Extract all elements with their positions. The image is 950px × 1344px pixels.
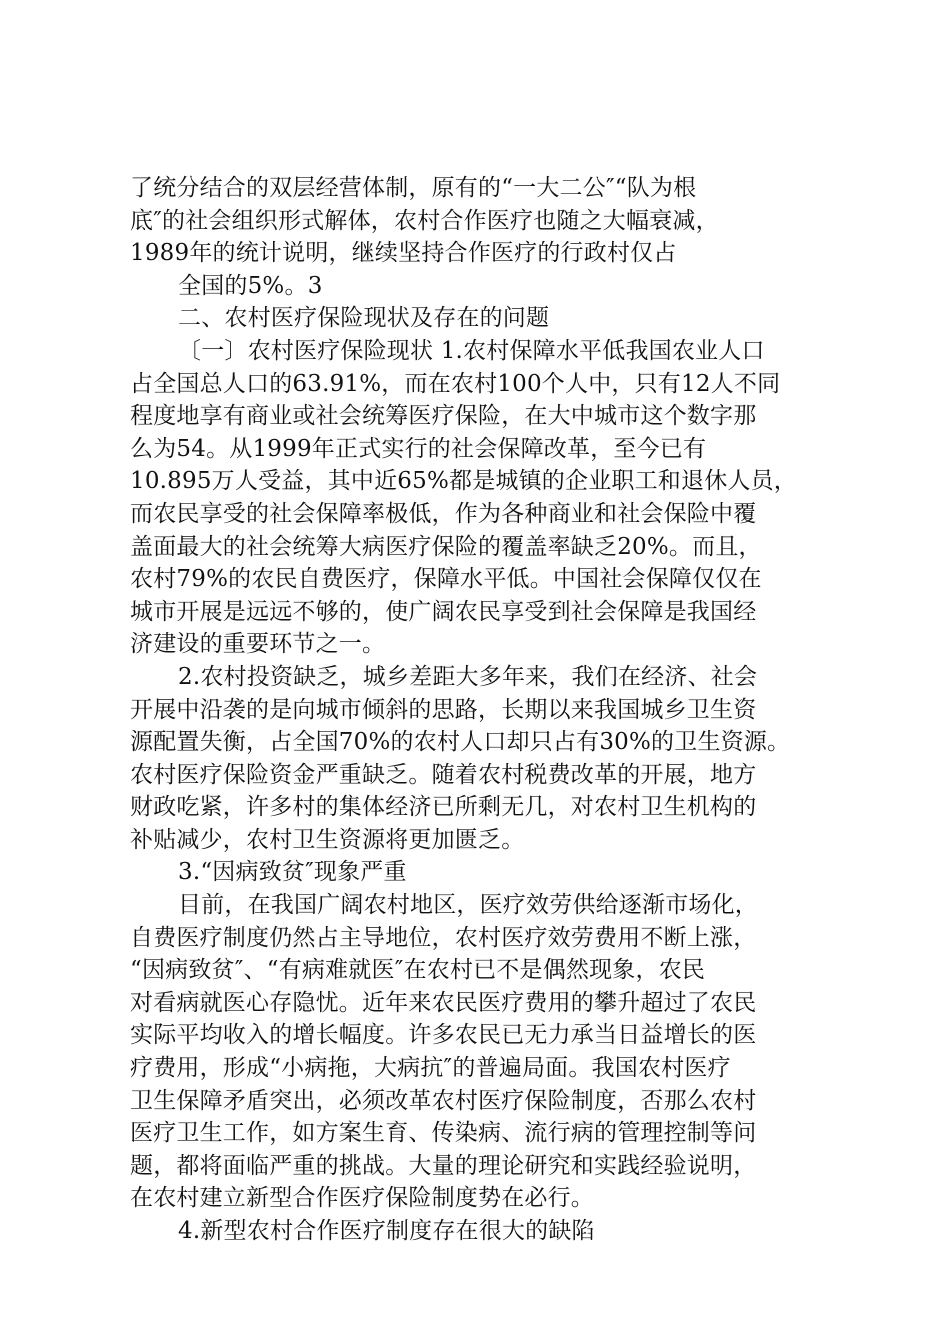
text-line: 疗费用，形成“小病拖，大病抗″的普遍局面。我国农村医疗 — [130, 1055, 731, 1082]
text-line: 〔一〕农村医疗保险现状 1.农村保障水平低我国农业人口 — [178, 337, 765, 364]
text-line: 2.农村投资缺乏，城乡差距大多年来，我们在经济、社会 — [178, 663, 758, 690]
text-line: 目前，在我国广阔农村地区，医疗效劳供给逐渐市场化， — [178, 892, 758, 919]
text-line: 程度地享有商业或社会统筹医疗保险，在大中城市这个数字那 — [130, 403, 757, 430]
text-line: 医疗卫生工作，如方案生育、传染病、流行病的管理控制等问 — [130, 1120, 757, 1147]
text-line: 全国的5%。3 — [178, 272, 323, 299]
text-line: 在农村建立新型合作医疗保险制度势在必行。 — [130, 1185, 594, 1212]
text-line: 占全国总人口的63.91%，而在农村100个人中，只有12人不同 — [130, 370, 781, 397]
text-line: 4.新型农村合作医疗制度存在很大的缺陷 — [178, 1218, 595, 1244]
text-line: 卫生保障矛盾突出，必须改革农村医疗保险制度，否那么农村 — [130, 1087, 757, 1114]
text-line: 农村医疗保险资金严重缺乏。随着农村税费改革的开展，地方 — [130, 761, 757, 788]
text-line: 题，都将面临严重的挑战。大量的理论研究和实践经验说明， — [130, 1152, 757, 1179]
text-line: 财政吃紧，许多村的集体经济已所剩无几，对农村卫生机构的 — [130, 794, 757, 821]
text-line: 开展中沿袭的是向城市倾斜的思路，长期以来我国城乡卫生资 — [130, 696, 757, 723]
text-line: 盖面最大的社会统筹大病医疗保险的覆盖率缺乏20%。而且， — [130, 533, 762, 560]
text-line: “因病致贫″、“有病难就医″在农村已不是偶然现象，农民 — [130, 957, 706, 984]
text-line: 1989年的统计说明，继续坚持合作医疗的行政村仅占 — [130, 240, 677, 267]
text-line: 二、农村医疗保险现状及存在的问题 — [178, 305, 550, 332]
text-line: 源配置失衡，占全国70%的农村人口却只占有30%的卫生资源。 — [130, 729, 791, 756]
text-line: 补贴减少，农村卫生资源将更加匮乏。 — [130, 826, 525, 853]
text-line: 么为54。从1999年正式实行的社会保障改革，至今已有 — [130, 435, 707, 462]
text-line: 了统分结合的双层经营体制，原有的“一大二公″“队为根 — [130, 175, 697, 201]
text-line: 济建设的重要环节之一。 — [130, 631, 386, 658]
body-text — [130, 172, 830, 1248]
text-line: 农村79%的农民自费医疗，保障水平低。中国社会保障仅仅在 — [130, 566, 762, 593]
text-line: 3.“因病致贫″现象严重 — [178, 859, 407, 886]
text-line: 实际平均收入的增长幅度。许多农民已无力承当日益增长的医 — [130, 1022, 757, 1049]
text-line: 对看病就医心存隐忧。近年来农民医疗费用的攀升超过了农民 — [130, 989, 757, 1016]
text-line: 城市开展是远远不够的，使广阔农民享受到社会保障是我国经 — [130, 598, 757, 625]
text-line: 10.895万人受益，其中近65%都是城镇的企业职工和退休人员， — [130, 468, 797, 495]
text-line: 底″的社会组织形式解体，农村合作医疗也随之大幅衰减， — [130, 207, 719, 234]
text-line: 自费医疗制度仍然占主导地位，农村医疗效劳费用不断上涨， — [130, 924, 757, 951]
text-line: 而农民享受的社会保障率极低，作为各种商业和社会保险中覆 — [130, 500, 757, 527]
